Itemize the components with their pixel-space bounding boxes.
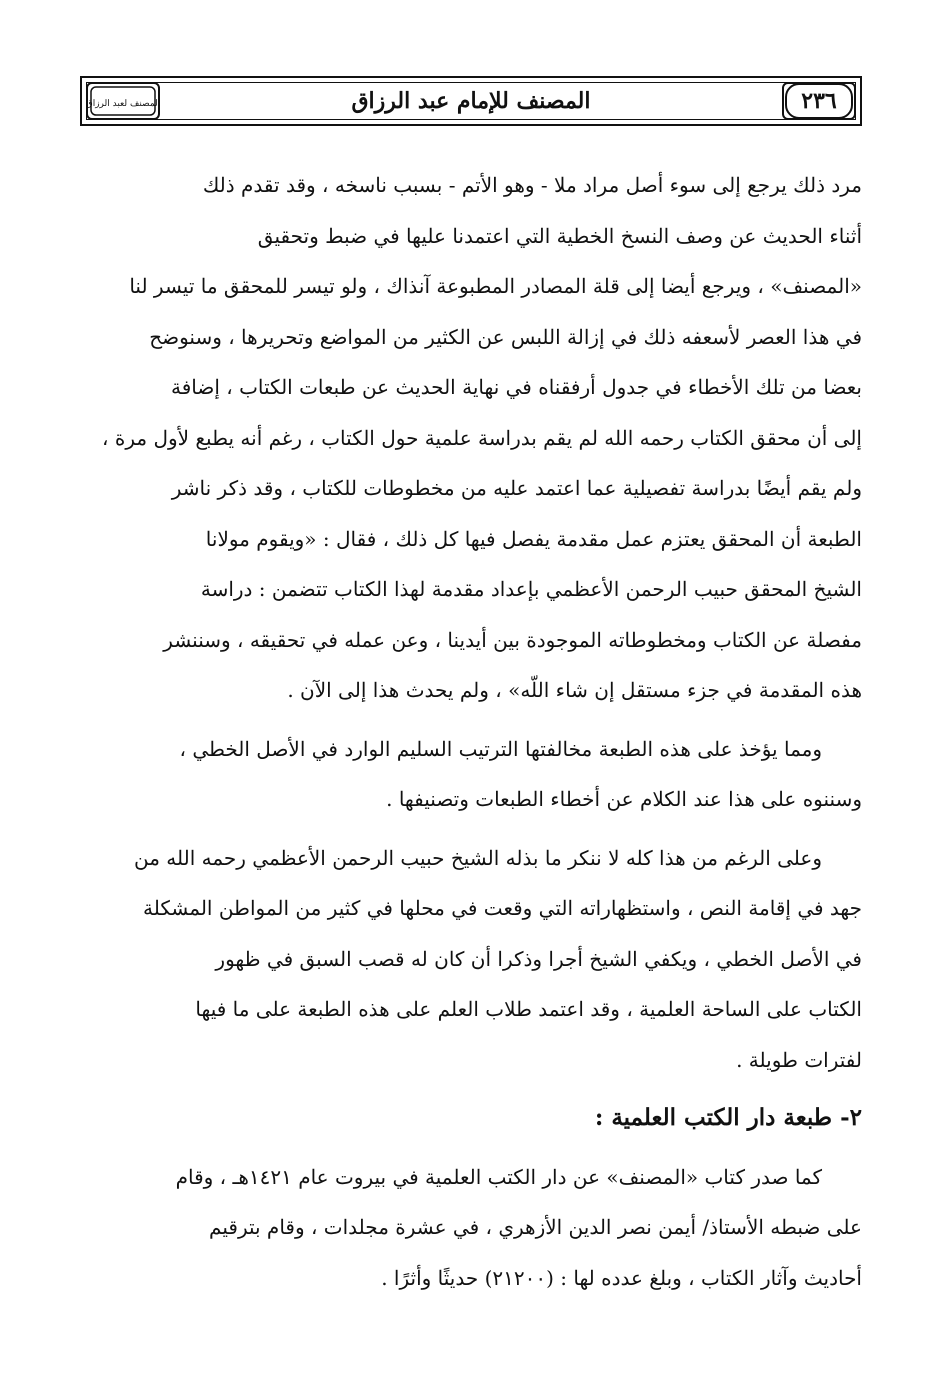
page-header bbox=[80, 76, 862, 126]
header-center bbox=[160, 88, 782, 114]
text-line: على ضبطه الأستاذ/ أيمن نصر الدين الأزهري ، في عشرة مجلدات ، وقام بترقيم bbox=[209, 1215, 862, 1239]
text-line: وعلى الرغم من هذا كله لا ننكر ما بذله الشيخ حبيب الرحمن الأعظمي رحمه الله من bbox=[134, 845, 822, 870]
text-line: الشيخ المحقق حبيب الرحمن الأعظمي بإعداد مقدمة لهذا الكتاب تتضمن : دراسة bbox=[200, 577, 862, 601]
text-line: الكتاب على الساحة العلمية ، وقد اعتمد طلاب العلم على هذه الطبعة على ما فيها bbox=[195, 997, 862, 1021]
text-line: جهد في إقامة النص ، واستظهاراته التي وقعت في محلها في كثير من المواطن المشكلة bbox=[143, 896, 862, 920]
running-title: المصنف للإمام عبد الرزاق bbox=[351, 88, 591, 114]
page-body bbox=[80, 160, 862, 1303]
page-number-ornament bbox=[782, 82, 856, 120]
text-line: «المصنف» ، ويرجع أيضا إلى قلة المصادر المطبوعة آنذاك ، ولو تيسر للمحقق ما تيسر لنا bbox=[129, 274, 862, 298]
text-line: ومما يؤخذ على هذه الطبعة مخالفتها الترتيب السليم الوارد في الأصل الخطي ، bbox=[179, 736, 822, 761]
text-line: مفصلة عن الكتاب ومخطوطاته الموجودة بين أيدينا ، وعن عمله في تحقيقه ، وسننشر bbox=[163, 627, 862, 652]
text-line: في الأصل الخطي ، ويكفي الشيخ أجرا وذكرا أن كان له قصب السبق في ظهور bbox=[215, 946, 862, 971]
seal-text: المصنف لعبد الرزاق bbox=[85, 99, 161, 109]
text-line: في هذا العصر لأسعفه ذلك في إزالة اللبس عن الكثير من المواضع وتحريرها ، وسنوضح bbox=[149, 324, 862, 349]
paragraph-1 bbox=[80, 160, 862, 716]
text-line: مرد ذلك يرجع إلى سوء أصل مراد ملا - وهو الأتم - بسبب ناسخه ، وقد تقدم ذلك bbox=[202, 173, 862, 197]
paragraph-2 bbox=[80, 724, 862, 825]
text-line: بعضا من تلك الأخطاء في جدول أرفقناه في نهاية الحديث عن طبعات الكتاب ، إضافة bbox=[170, 375, 862, 399]
text-line: أحاديث وآثار الكتاب ، وبلغ عدده لها : (٢١٢٠٠) حديثًا وأثرًا . bbox=[381, 1265, 862, 1290]
text-line: أثناء الحديث عن وصف النسخ الخطية التي اعتمدنا عليها في ضبط وتحقيق bbox=[257, 223, 862, 248]
text-line: لفترات طويلة . bbox=[736, 1047, 862, 1072]
text-line: ولم يقم أيضًا بدراسة تفصيلية عما اعتمد عليه من مخطوطات للكتاب ، وقد ذكر ناشر bbox=[171, 476, 862, 500]
paragraph-4 bbox=[80, 1152, 862, 1304]
seal-icon bbox=[85, 86, 161, 116]
text-line: إلى أن محقق الكتاب رحمه الله لم يقم بدراسة علمية حول الكتاب ، رغم أنه يطبع لأول مرة ، bbox=[102, 425, 862, 450]
page-number: ٢٣٦ bbox=[785, 83, 852, 119]
seal-ornament-left bbox=[86, 82, 160, 120]
section-heading: ٢- طبعة دار الكتب العلمية : bbox=[594, 1104, 862, 1131]
text-line: وسننوه على هذا عند الكلام عن أخطاء الطبعات وتصنيفها . bbox=[386, 787, 862, 811]
paragraph-3 bbox=[80, 833, 862, 1086]
text-line: الطبعة أن المحقق يعتزم عمل مقدمة يفصل فيها كل ذلك ، فقال : «ويقوم مولانا bbox=[205, 526, 862, 551]
text-line: كما صدر كتاب «المصنف» عن دار الكتب العلمية في بيروت عام ١٤٢١هـ ، وقام bbox=[175, 1164, 822, 1189]
text-line: هذه المقدمة في جزء مستقل إن شاء اللّه» ، ولم يحدث هذا إلى الآن . bbox=[287, 678, 862, 702]
